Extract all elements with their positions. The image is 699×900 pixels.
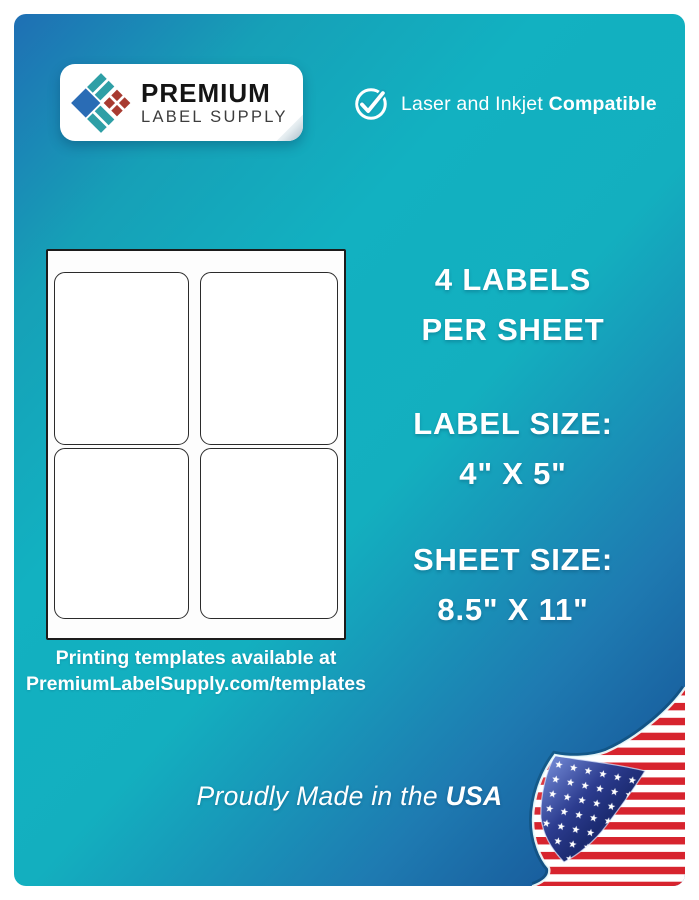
templates-note-line2: PremiumLabelSupply.com/templates xyxy=(26,672,366,695)
brand-name: PREMIUM xyxy=(141,77,271,108)
brand-logo-icon xyxy=(69,72,133,134)
templates-note-line1: Printing templates available at xyxy=(55,647,337,669)
spec-labels-per-sheet xyxy=(385,255,641,355)
spec-line: 4 LABELS xyxy=(434,262,592,297)
compatibility-text-regular: Laser and Inkjet xyxy=(401,92,549,115)
compatibility-row xyxy=(352,85,657,123)
usa-flag-icon xyxy=(510,670,685,886)
made-in-bold: USA xyxy=(445,781,503,811)
check-circle-icon xyxy=(352,85,390,123)
blank-label xyxy=(200,448,338,619)
compatibility-text-bold: Compatible xyxy=(548,92,657,115)
spec-line: 4" X 5" xyxy=(459,456,567,491)
brand-text xyxy=(141,77,288,126)
label-sheet-preview xyxy=(46,249,346,640)
blank-label xyxy=(54,272,189,445)
blank-label xyxy=(54,448,189,619)
blank-label xyxy=(200,272,338,445)
brand-subtitle: LABEL SUPPLY xyxy=(141,107,288,126)
spec-label-size xyxy=(385,399,641,499)
spec-line: SHEET SIZE: xyxy=(413,542,613,577)
spec-line: PER SHEET xyxy=(421,312,605,347)
spec-line: 8.5" X 11" xyxy=(437,592,589,627)
spec-sheet-size xyxy=(385,535,641,635)
made-in-usa-text xyxy=(0,781,699,812)
brand-badge xyxy=(60,64,303,141)
compatibility-text xyxy=(401,93,657,116)
made-in-regular: Proudly Made in the xyxy=(196,781,446,811)
templates-note xyxy=(26,646,366,697)
spec-line: LABEL SIZE: xyxy=(413,406,613,441)
